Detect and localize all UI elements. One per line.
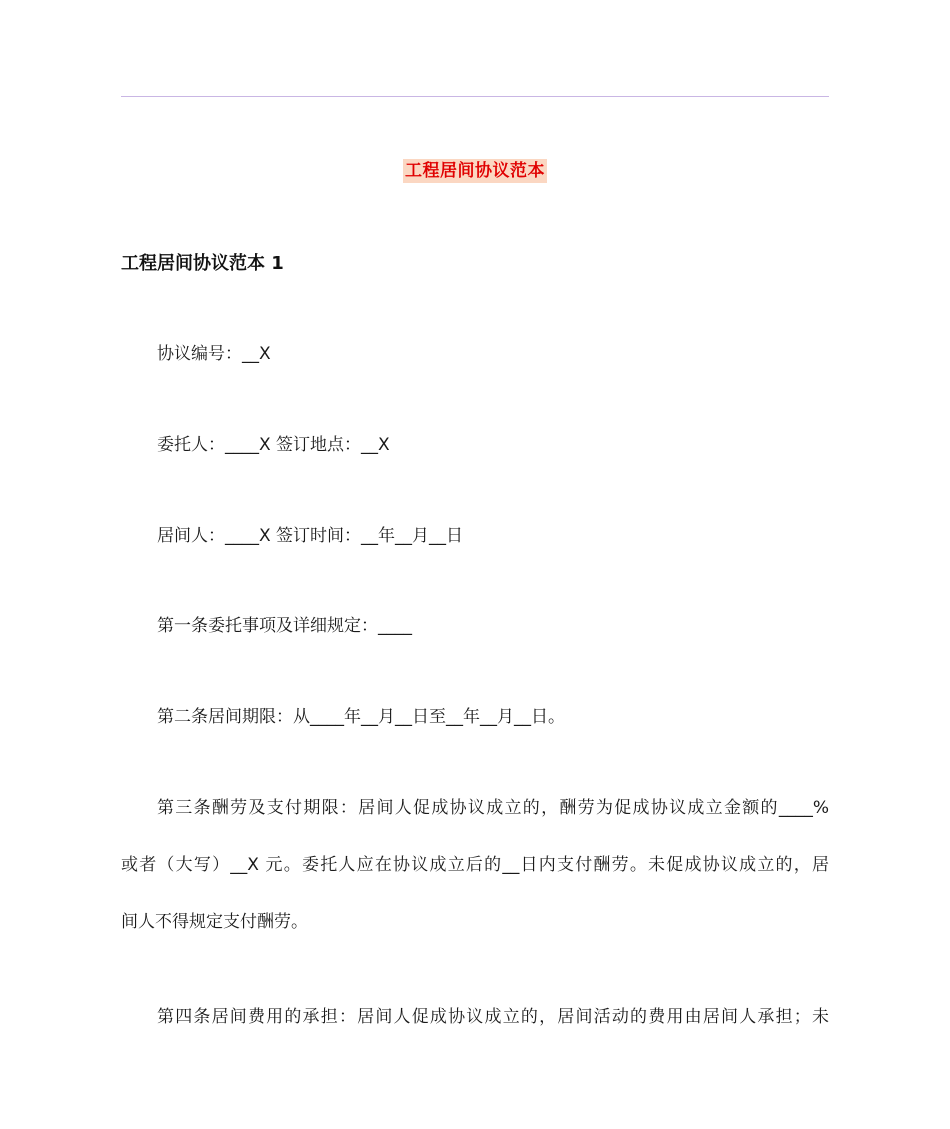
article-2: 第二条居间期限：从____年__月__日至__年__月__日。 [157, 707, 565, 727]
article-3-line-2: 或者（大写）__X 元。委托人应在协议成立后的__日内支付酬劳。未促成协议成立的，居 [121, 855, 829, 875]
title-container [0, 159, 950, 183]
article-3-line-1: 第三条酬劳及支付期限：居间人促成协议成立的，酬劳为促成协议成立金额的____% [157, 798, 829, 818]
agreement-number-line: 协议编号：__X [157, 344, 271, 364]
article-4 [121, 989, 829, 1046]
article-4-line-1: 第四条居间费用的承担：居间人促成协议成立的，居间活动的费用由居间人承担；未 [157, 1007, 829, 1027]
header-rule [121, 96, 829, 97]
article-3 [121, 780, 829, 951]
intermediary-line: 居间人：____X 签订时间：__年__月__日 [157, 526, 464, 546]
section-heading: 工程居间协议范本 1 [121, 253, 284, 274]
principal-line: 委托人：____X 签订地点：__X [157, 435, 390, 455]
document-title: 工程居间协议范本 [405, 161, 545, 181]
article-3-line-3: 间人不得规定支付酬劳。 [121, 912, 308, 932]
article-1: 第一条委托事项及详细规定：____ [157, 616, 412, 636]
